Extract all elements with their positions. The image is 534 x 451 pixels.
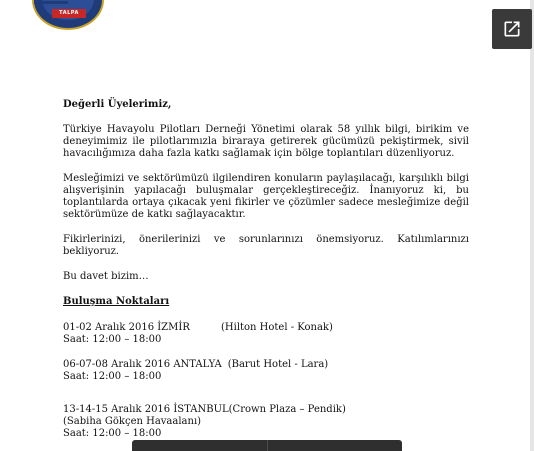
open-in-new-icon	[502, 19, 522, 39]
greeting: Değerli Üyelerimiz,	[63, 99, 172, 110]
closing-line: Bu davet bizim…	[63, 271, 149, 282]
meeting-date-city: 13-14-15 Aralık 2016 İSTANBUL	[63, 404, 229, 415]
talpa-logo	[32, 0, 104, 30]
meeting-venue: (Crown Plaza – Pendik)	[228, 404, 346, 415]
logo-stripe	[34, 1, 68, 4]
meeting-date-city: 01-02 Aralık 2016 İZMİR	[63, 322, 190, 333]
meeting-time: Saat: 12:00 – 18:00	[63, 371, 162, 382]
meeting-date-city: 06-07-08 Aralık 2016 ANTALYA	[63, 359, 222, 370]
meeting-izmir	[63, 322, 469, 346]
meeting-venue: (Hilton Hotel - Konak)	[221, 322, 333, 333]
paragraph-invitation: Fikirlerinizi, önerilerinizi ve sorunlarınızı önemsiyoruz. Katılımlarınızı bekliyoruz.	[63, 234, 469, 257]
meeting-time: Saat: 12:00 – 18:00	[63, 428, 162, 439]
viewer-toolbar[interactable]	[132, 440, 402, 451]
letter-body	[63, 99, 469, 440]
meetings-heading: Buluşma Noktaları	[63, 296, 170, 307]
toolbar-segment[interactable]	[268, 440, 403, 451]
toolbar-segment[interactable]	[132, 440, 268, 451]
paragraph-intro: Türkiye Havayolu Pilotları Derneği Yönetimi olarak 58 yıllık bilgi, birikim ve deneyimimiz ile pilotlarımızla biraraya getirerek gücümüzü pekiştirmek, sivil havacılığımıza daha fazla katkı sağlamak için bölge toplantıları düzenliyoruz.	[63, 124, 469, 159]
meeting-venue: (Barut Hotel - Lara)	[227, 359, 329, 370]
meeting-istanbul	[63, 404, 469, 440]
logo-ribbon: TALPA	[52, 9, 86, 18]
paragraph-meetings: Mesleğimizi ve sektörümüzü ilgilendiren konuların paylaşılacağı, karşılıklı bilgi alışverişinin yapılacağı buluşmalar gerçekleştireceğiz. İnanıyoruz ki, bu toplantılarda ortaya çıkacak yeni fikirler ve çözümler sadece mesleğimize değil sektörümüze de katkı sağlayacaktır.	[63, 173, 469, 220]
meeting-venue-detail: (Sabiha Gökçen Havaalanı)	[63, 416, 202, 427]
meeting-antalya	[63, 359, 469, 383]
open-in-new-window-button[interactable]	[492, 9, 532, 49]
meeting-time: Saat: 12:00 – 18:00	[63, 334, 162, 345]
page-edge	[530, 0, 534, 451]
